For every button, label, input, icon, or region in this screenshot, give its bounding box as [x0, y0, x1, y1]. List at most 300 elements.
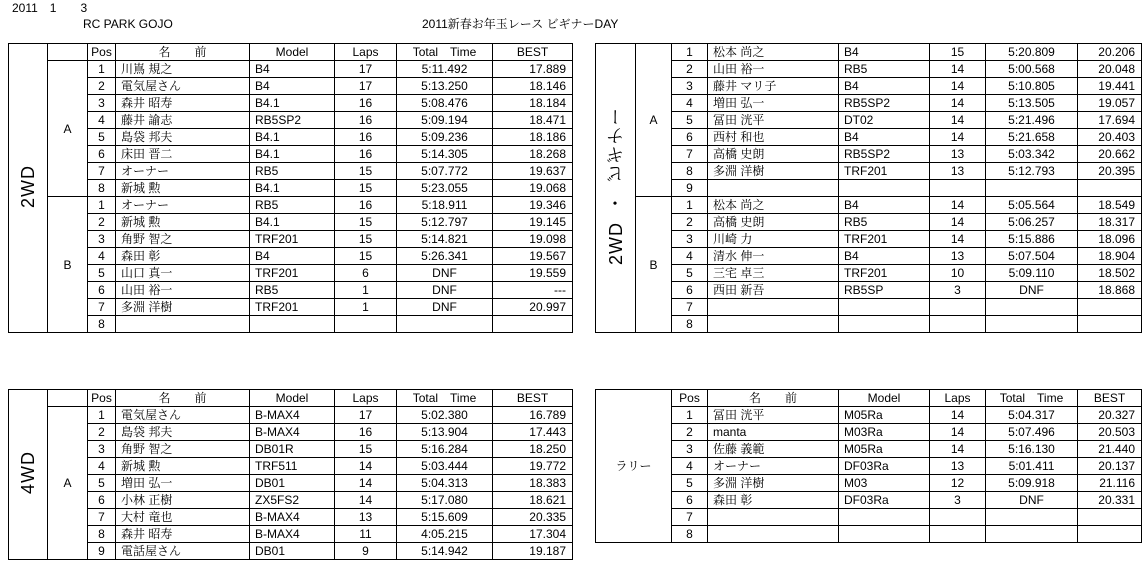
cell-pos: 9 [672, 180, 708, 197]
cell-laps: 16 [335, 197, 397, 214]
cell-best: 20.395 [1078, 163, 1142, 180]
cell-pos: 4 [88, 248, 116, 265]
cell-laps [930, 526, 986, 543]
cell-pos: 8 [672, 316, 708, 333]
cell-name [708, 316, 839, 333]
cell-best: 18.621 [493, 492, 573, 509]
cell-pos: 2 [88, 424, 116, 441]
cell-name: 小林 正樹 [116, 492, 250, 509]
cell-pos: 2 [88, 78, 116, 95]
cell-model: B4 [250, 61, 335, 78]
cell-best: 20.048 [1078, 61, 1142, 78]
cell-name: 新城 勲 [116, 180, 250, 197]
col-header-best: BEST [493, 44, 573, 61]
cell-best: 17.694 [1078, 112, 1142, 129]
cell-total-time [986, 180, 1078, 197]
cell-total-time: DNF [397, 299, 493, 316]
cell-pos: 8 [88, 180, 116, 197]
cell-pos: 8 [88, 526, 116, 543]
table-row [9, 509, 573, 526]
cell-model: RB5SP [839, 282, 930, 299]
table-row [596, 458, 1142, 475]
cell-name: manta [708, 424, 839, 441]
col-header-laps: Laps [930, 390, 986, 407]
cell-laps: 17 [335, 78, 397, 95]
table-row [9, 163, 573, 180]
cell-name: 山田 裕一 [116, 282, 250, 299]
cell-name: 電気屋さん [116, 78, 250, 95]
cell-laps: 14 [930, 95, 986, 112]
cell-total-time: 5:16.130 [986, 441, 1078, 458]
cell-best: 20.206 [1078, 44, 1142, 61]
table-row [596, 492, 1142, 509]
cell-name: 床田 晋二 [116, 146, 250, 163]
table-row [9, 441, 573, 458]
cell-name: 藤井 諭志 [116, 112, 250, 129]
section-title-2wd: 2WD [605, 222, 626, 265]
cell-name [708, 526, 839, 543]
table-row [9, 61, 573, 78]
event-title: 2011新春お年玉レース ビギナーDAY [422, 17, 619, 31]
cell-laps: 13 [335, 509, 397, 526]
col-header-total-time: Total Time [397, 390, 493, 407]
cell-laps: 16 [335, 424, 397, 441]
col-header-name: 名 前 [708, 390, 839, 407]
cell-laps: 15 [335, 180, 397, 197]
cell-pos: 4 [672, 248, 708, 265]
cell-total-time: 5:07.772 [397, 163, 493, 180]
results-table-2wd [8, 43, 573, 333]
cell-model: RB5 [250, 197, 335, 214]
header-row [9, 44, 573, 61]
cell-total-time: 5:09.194 [397, 112, 493, 129]
cell-pos: 7 [88, 163, 116, 180]
cell-name: 冨田 洸平 [708, 112, 839, 129]
cell-best: 19.441 [1078, 78, 1142, 95]
cell-name: 山口 真一 [116, 265, 250, 282]
cell-model [839, 316, 930, 333]
cell-best: 18.186 [493, 129, 573, 146]
cell-best: 19.637 [493, 163, 573, 180]
cell-model: TRF511 [250, 458, 335, 475]
section-title-dot: ・ [605, 193, 626, 212]
cell-best [1078, 526, 1142, 543]
table-row [596, 78, 1142, 95]
header-row [9, 390, 573, 407]
cell-name: 島袋 邦夫 [116, 129, 250, 146]
cell-laps [930, 180, 986, 197]
cell-best: 18.250 [493, 441, 573, 458]
cell-laps: 15 [335, 214, 397, 231]
cell-pos: 6 [672, 492, 708, 509]
cell-pos: 5 [672, 112, 708, 129]
cell-total-time: DNF [986, 282, 1078, 299]
cell-name: 角野 智之 [116, 231, 250, 248]
cell-total-time: 5:12.797 [397, 214, 493, 231]
cell-best [1078, 316, 1142, 333]
col-header-laps: Laps [335, 390, 397, 407]
cell-best: 18.471 [493, 112, 573, 129]
cell-best: 20.327 [1078, 407, 1142, 424]
cell-best: 19.187 [493, 543, 573, 560]
table-row [9, 458, 573, 475]
cell-laps: 3 [930, 492, 986, 509]
cell-total-time [397, 316, 493, 333]
table-row [9, 299, 573, 316]
cell-pos: 3 [88, 95, 116, 112]
cell-pos: 4 [88, 112, 116, 129]
cell-pos: 1 [88, 407, 116, 424]
cell-laps: 17 [335, 61, 397, 78]
cell-pos: 7 [672, 509, 708, 526]
table-row [9, 282, 573, 299]
cell-model: B4.1 [250, 95, 335, 112]
cell-pos: 2 [672, 424, 708, 441]
cell-name: 冨田 洸平 [708, 407, 839, 424]
cell-model: TRF201 [250, 265, 335, 282]
cell-model: DF03Ra [839, 492, 930, 509]
section-label [9, 44, 48, 333]
cell-name [116, 316, 250, 333]
cell-best: 21.116 [1078, 475, 1142, 492]
cell-pos: 9 [88, 543, 116, 560]
cell-total-time [986, 316, 1078, 333]
cell-model [839, 180, 930, 197]
table-row [596, 112, 1142, 129]
cell-laps: 14 [930, 61, 986, 78]
cell-total-time: 5:13.505 [986, 95, 1078, 112]
cell-name: オーナー [116, 197, 250, 214]
cell-total-time: 5:14.942 [397, 543, 493, 560]
cell-pos: 4 [88, 458, 116, 475]
cell-model: B-MAX4 [250, 526, 335, 543]
group-label: A [636, 44, 672, 197]
cell-model: M03 [839, 475, 930, 492]
cell-best [1078, 180, 1142, 197]
cell-pos: 7 [672, 146, 708, 163]
table-row [596, 146, 1142, 163]
cell-model [250, 316, 335, 333]
cell-name: 角野 智之 [116, 441, 250, 458]
col-header-model: Model [250, 390, 335, 407]
cell-model: RB5 [839, 61, 930, 78]
col-header-model: Model [250, 44, 335, 61]
header-row [596, 390, 1142, 407]
cell-pos: 1 [672, 197, 708, 214]
cell-name: 森田 彰 [116, 248, 250, 265]
cell-model: M05Ra [839, 441, 930, 458]
cell-laps: 14 [335, 475, 397, 492]
cell-total-time: DNF [397, 265, 493, 282]
col-header-laps: Laps [335, 44, 397, 61]
cell-best [1078, 299, 1142, 316]
cell-pos: 5 [88, 129, 116, 146]
cell-model: B4.1 [250, 146, 335, 163]
cell-pos: 2 [672, 214, 708, 231]
cell-best: 18.502 [1078, 265, 1142, 282]
section-label [9, 390, 48, 560]
table-row [596, 197, 1142, 214]
table-row [596, 475, 1142, 492]
cell-laps: 13 [930, 248, 986, 265]
cell-best: 18.868 [1078, 282, 1142, 299]
table-row [9, 265, 573, 282]
table-row [596, 526, 1142, 543]
cell-name: オーナー [708, 458, 839, 475]
cell-model: B4 [250, 78, 335, 95]
cell-best: 19.057 [1078, 95, 1142, 112]
cell-best: 21.440 [1078, 441, 1142, 458]
cell-best: 18.549 [1078, 197, 1142, 214]
cell-name: 川嶌 規之 [116, 61, 250, 78]
rally-label: ラリー [596, 390, 672, 543]
cell-model: B4 [839, 78, 930, 95]
cell-best: 17.889 [493, 61, 573, 78]
table-row [9, 95, 573, 112]
table-row [596, 316, 1142, 333]
cell-model: B-MAX4 [250, 424, 335, 441]
section-title [605, 107, 626, 265]
cell-laps [930, 316, 986, 333]
table-row [596, 163, 1142, 180]
col-header-total-time: Total Time [397, 44, 493, 61]
cell-laps: 16 [335, 95, 397, 112]
cell-model: B4.1 [250, 129, 335, 146]
cell-total-time: 5:04.317 [986, 407, 1078, 424]
cell-total-time: 5:14.305 [397, 146, 493, 163]
cell-name: 清水 伸一 [708, 248, 839, 265]
cell-pos: 3 [672, 441, 708, 458]
cell-model [839, 509, 930, 526]
cell-model: TRF201 [250, 299, 335, 316]
cell-best: 19.068 [493, 180, 573, 197]
cell-model: TRF201 [250, 231, 335, 248]
cell-laps: 11 [335, 526, 397, 543]
table-row [9, 492, 573, 509]
cell-laps: 14 [930, 112, 986, 129]
cell-best: 16.789 [493, 407, 573, 424]
table-row [596, 441, 1142, 458]
cell-model: B4.1 [250, 214, 335, 231]
results-table-4wd [8, 389, 573, 560]
cell-name: 佐藤 義範 [708, 441, 839, 458]
cell-model: RB5 [250, 282, 335, 299]
table-row [596, 424, 1142, 441]
cell-laps [930, 509, 986, 526]
cell-total-time: 5:21.658 [986, 129, 1078, 146]
col-header-pos: Pos [672, 390, 708, 407]
cell-name: 多淵 洋樹 [116, 299, 250, 316]
cell-total-time: 5:03.444 [397, 458, 493, 475]
cell-pos: 1 [88, 197, 116, 214]
cell-laps: 14 [335, 492, 397, 509]
cell-best: 18.317 [1078, 214, 1142, 231]
cell-total-time: 5:23.055 [397, 180, 493, 197]
cell-laps: 14 [930, 197, 986, 214]
cell-laps: 15 [335, 248, 397, 265]
cell-name: 高橋 史朗 [708, 146, 839, 163]
cell-laps: 15 [930, 44, 986, 61]
cell-pos: 5 [672, 265, 708, 282]
cell-laps: 14 [335, 458, 397, 475]
section-title-beginner: ビギナー [605, 107, 626, 183]
cell-laps: 14 [930, 214, 986, 231]
table-row [596, 180, 1142, 197]
cell-total-time: 5:11.492 [397, 61, 493, 78]
cell-best: 19.346 [493, 197, 573, 214]
cell-pos: 6 [672, 282, 708, 299]
cell-name: 森井 昭寿 [116, 95, 250, 112]
cell-name [708, 299, 839, 316]
table-row [596, 407, 1142, 424]
cell-pos: 6 [88, 146, 116, 163]
table-row [9, 407, 573, 424]
cell-name: 増田 弘一 [708, 95, 839, 112]
cell-best: 19.559 [493, 265, 573, 282]
cell-best [1078, 509, 1142, 526]
cell-model [839, 299, 930, 316]
table-row [596, 95, 1142, 112]
header-blank [48, 44, 88, 61]
cell-total-time: 5:07.496 [986, 424, 1078, 441]
section-label [596, 44, 636, 333]
cell-name: 新城 勲 [116, 214, 250, 231]
cell-model: B4 [250, 248, 335, 265]
table-row [596, 509, 1142, 526]
table-row [596, 44, 1142, 61]
cell-name: 新城 勲 [116, 458, 250, 475]
header-blank [48, 390, 88, 407]
cell-model: DF03Ra [839, 458, 930, 475]
race-date: 2011 1 3 [12, 1, 88, 15]
cell-name: 電話屋さん [116, 543, 250, 560]
col-header-best: BEST [493, 390, 573, 407]
cell-best: 18.184 [493, 95, 573, 112]
cell-laps: 14 [930, 129, 986, 146]
cell-name: 三宅 卓三 [708, 265, 839, 282]
cell-pos: 6 [88, 282, 116, 299]
cell-laps: 13 [930, 163, 986, 180]
cell-model: B4 [839, 248, 930, 265]
cell-model: B4 [839, 129, 930, 146]
col-header-model: Model [839, 390, 930, 407]
cell-name [708, 509, 839, 526]
cell-total-time: 5:15.886 [986, 231, 1078, 248]
table-row [9, 197, 573, 214]
cell-model: ZX5FS2 [250, 492, 335, 509]
cell-best: 17.304 [493, 526, 573, 543]
cell-pos: 7 [672, 299, 708, 316]
cell-best: 20.403 [1078, 129, 1142, 146]
table-row [9, 214, 573, 231]
cell-total-time [986, 526, 1078, 543]
col-header-best: BEST [1078, 390, 1142, 407]
cell-pos: 6 [672, 129, 708, 146]
cell-name: 電気屋さん [116, 407, 250, 424]
cell-laps: 10 [930, 265, 986, 282]
cell-name: 藤井 マリ子 [708, 78, 839, 95]
col-header-pos: Pos [88, 390, 116, 407]
table-row [9, 180, 573, 197]
group-label: A [48, 61, 88, 197]
cell-laps: 15 [335, 231, 397, 248]
cell-best: 18.146 [493, 78, 573, 95]
col-header-total-time: Total Time [986, 390, 1078, 407]
cell-total-time: 5:00.568 [986, 61, 1078, 78]
cell-laps: 16 [335, 146, 397, 163]
table-row [9, 146, 573, 163]
cell-model: RB5 [250, 163, 335, 180]
cell-laps: 13 [930, 458, 986, 475]
cell-pos: 1 [88, 61, 116, 78]
table-row [596, 231, 1142, 248]
section-title: 4WD [18, 451, 38, 494]
cell-model [839, 526, 930, 543]
venue-name: RC PARK GOJO [83, 17, 173, 31]
table-row [596, 129, 1142, 146]
col-header-name: 名 前 [116, 44, 250, 61]
cell-model: DT02 [839, 112, 930, 129]
cell-best: 18.383 [493, 475, 573, 492]
cell-best: 19.772 [493, 458, 573, 475]
cell-laps: 3 [930, 282, 986, 299]
cell-laps: 6 [335, 265, 397, 282]
cell-total-time: 5:04.313 [397, 475, 493, 492]
table-row [9, 231, 573, 248]
cell-name: 多淵 洋樹 [708, 475, 839, 492]
group-label: A [48, 407, 88, 560]
table-row [9, 129, 573, 146]
cell-total-time: 5:09.110 [986, 265, 1078, 282]
cell-best: 20.997 [493, 299, 573, 316]
cell-model: B4 [839, 44, 930, 61]
cell-model: TRF201 [839, 231, 930, 248]
cell-laps: 9 [335, 543, 397, 560]
cell-best: 19.098 [493, 231, 573, 248]
table-row [9, 78, 573, 95]
cell-total-time: 5:17.080 [397, 492, 493, 509]
cell-pos: 1 [672, 44, 708, 61]
cell-model: B-MAX4 [250, 509, 335, 526]
cell-laps: 1 [335, 299, 397, 316]
cell-total-time: 5:26.341 [397, 248, 493, 265]
cell-pos: 5 [672, 475, 708, 492]
table-row [596, 214, 1142, 231]
cell-model: TRF201 [839, 163, 930, 180]
section-title: 2WD [18, 164, 38, 208]
cell-total-time: 5:03.342 [986, 146, 1078, 163]
cell-model: TRF201 [839, 265, 930, 282]
cell-laps: 16 [335, 129, 397, 146]
cell-best: 20.503 [1078, 424, 1142, 441]
cell-laps [335, 316, 397, 333]
cell-best: 17.443 [493, 424, 573, 441]
table-row [596, 248, 1142, 265]
cell-model: B4 [839, 197, 930, 214]
cell-model: B-MAX4 [250, 407, 335, 424]
cell-model: M03Ra [839, 424, 930, 441]
cell-model: RB5 [839, 214, 930, 231]
cell-name: 森田 彰 [708, 492, 839, 509]
cell-pos: 3 [672, 78, 708, 95]
cell-best: 19.567 [493, 248, 573, 265]
cell-laps: 1 [335, 282, 397, 299]
cell-total-time: 5:08.476 [397, 95, 493, 112]
cell-pos: 2 [88, 214, 116, 231]
cell-name: 森井 昭寿 [116, 526, 250, 543]
cell-best: 18.904 [1078, 248, 1142, 265]
table-row [9, 248, 573, 265]
